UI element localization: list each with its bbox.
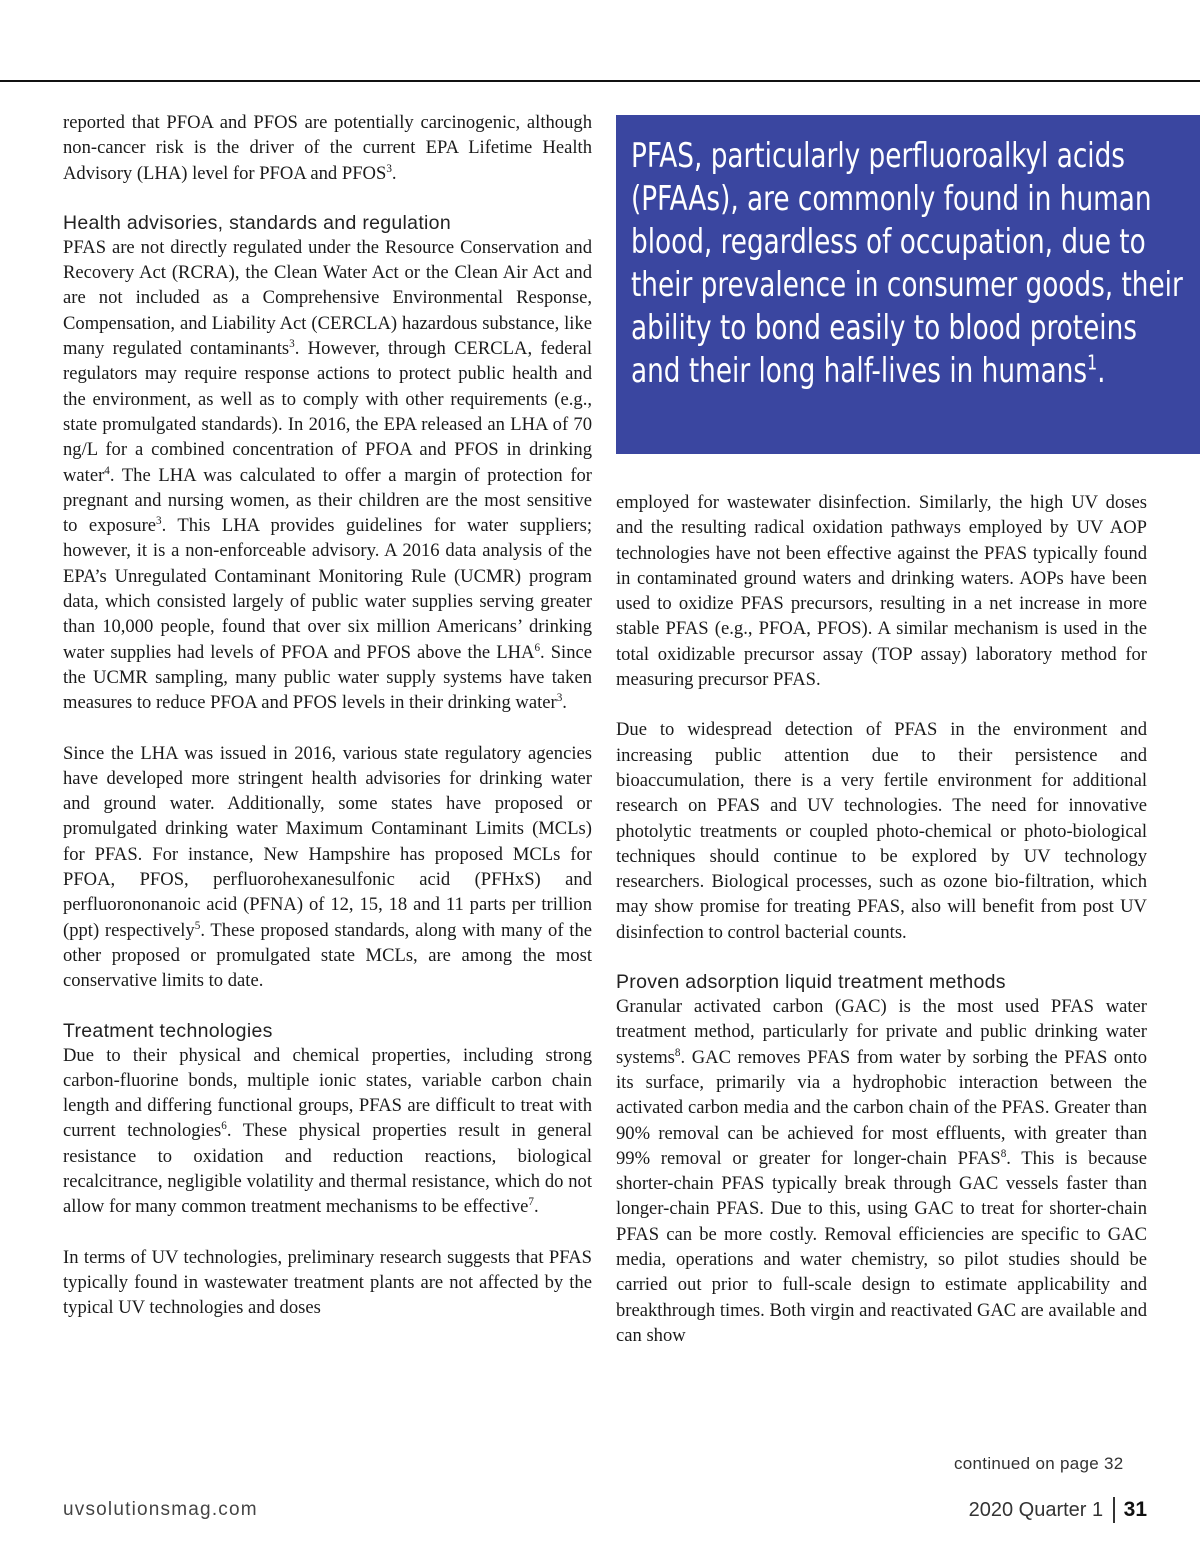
footer-divider: [1113, 1497, 1115, 1523]
footnote-ref: 8: [1000, 1147, 1007, 1160]
issue-label: 2020 Quarter 1: [968, 1498, 1104, 1521]
heading-health-advisories: Health advisories, standards and regulation: [63, 211, 451, 234]
paragraph: In terms of UV technologies, preliminary research suggests that PFAS typically found in wastewater treatment plants are not affected by the typical UV technologies and doses: [63, 1246, 592, 1319]
pull-quote-text: PFAS, particularly perfluoroalkyl acids (PFAAs), are commonly found in human blood, regardless of occupation, due to their prevalence in consumer goods, their ability to bond easily to blood proteins and their long half-lives in humans$^1$.: [631, 136, 1183, 391]
footnote-ref: 6: [534, 641, 541, 654]
top-rule: [0, 80, 1200, 82]
footnote-ref: 1: [1087, 350, 1098, 375]
heading-treatment-technologies: Treatment technologies: [63, 1019, 273, 1042]
footer-issue: [969, 1497, 1147, 1523]
paragraph: Due to their physical and chemical properties, including strong carbon-fluorine bonds, multiple ionic states, variable carbon chain length and differing functional groups, PFAS are difficult to treat with current technologies$^6$. These physical properties result in general resistance to oxidation and reduction reactions, biological recalcitrance, negligible volatility and thermal resistance, which do not allow for many common treatment mechanisms to be effective$^7$.: [63, 1044, 592, 1218]
footnote-ref: 5: [194, 919, 201, 932]
paragraph: reported that PFOA and PFOS are potentially carcinogenic, although non-cancer risk is the driver of the current EPA Lifetime Health Advisory (LHA) level for PFOA and PFOS$^3$.: [63, 112, 592, 184]
paragraph: Due to widespread detection of PFAS in the environment and increasing public attention due to their persistence and bioaccumulation, there is a very fertile environment for additional research on PFAS and UV technologies. The need for innovative photolytic treatments or coupled photo-chemical or photo-biological techniques should continue to be explored by UV technology researchers. Biological processes, such as ozone bio-filtration, which may show promise for treating PFAS, also will benefit from post UV disinfection to control bacterial counts.: [616, 719, 1147, 943]
footnote-ref: 7: [528, 1196, 534, 1209]
footnote-ref: 3: [386, 162, 392, 175]
footnote-ref: 4: [104, 464, 110, 477]
footer-website: uvsolutionsmag.com: [63, 1499, 258, 1520]
paragraph: employed for wastewater disinfection. Similarly, the high UV doses and the resulting radical oxidation pathways employed by UV AOP technologies have not been effective against the PFAS typically found in contaminated ground waters and drinking waters. AOPs have been used to oxidize PFAS precursors, resulting in a net increase in more stable PFAS (e.g., PFOA, PFOS). A similar mechanism is used in the total oxidizable precursor assay (TOP assay) laboratory method for measuring precursor PFAS.: [616, 492, 1147, 691]
paragraph: PFAS are not directly regulated under the Resource Conservation and Recovery Act (RCRA), the Clean Water Act or the Clean Air Act and are not included as a Comprehensive Environmental Response, Compensation, and Liability Act (CERCLA) hazardous substance, like many regulated contaminants$^3$. However, through CERCLA, federal regulators may require response actions to protect public health and the environment, as well as to comply with other requirements (e.g., state promulgated standards). In 2016, the EPA released an LHA of 70 ng/L for a combined concentration of PFOA and PFOS in drinking water$^4$. The LHA was calculated to offer a margin of protection for pregnant and nursing women, as their children are the most sensitive to exposure$^3$. This LHA provides guidelines for water suppliers; however, it is a non-enforceable advisory. A 2016 data analysis of the EPA’s Unregulated Contaminant Monitoring Rule (UCMR) program data, which consisted largely of public water supplies serving greater than 10,000 people, found that over six million Americans’ drinking water supplies had levels of PFOA and PFOS above the LHA$^6$. Since the UCMR sampling, many public water supply systems have taken measures to reduce PFOA and PFOS levels in their drinking water$^3$.: [63, 236, 593, 714]
page-number: 31: [1123, 1498, 1147, 1521]
footnote-ref: 3: [289, 337, 295, 350]
paragraph: Since the LHA was issued in 2016, various state regulatory agencies have developed more stringent health advisories for drinking water and ground water. Additionally, some states have proposed or promulgated drinking water Maximum Contaminant Limits (MCLs) for PFAS. For instance, New Hampshire has proposed MCLs for PFOA, PFOS, perfluorohexanesulfonic acid (PFHxS) and perfluorononanoic acid (PFNA) of 12, 15, 18 and 11 parts per trillion (ppt) respectively$^5$. These proposed standards, along with many of the other proposed or promulgated state MCLs, are among the most conservative limits to date.: [63, 742, 592, 992]
left-column: [63, 110, 592, 1345]
paragraph: Granular activated carbon (GAC) is the most used PFAS water treatment method, particularly for private and public drinking water systems$^8$. GAC removes PFAS from water by sorbing the PFAS onto its surface, primarily via a hydrophobic interaction between the activated carbon media and the carbon chain of the PFAS. Greater than 90% removal can be achieved for most effluents, with greater than 99% removal or greater for longer-chain PFAS$^8$. This is because shorter-chain PFAS typically break through GAC vessels faster than longer-chain PFAS. Due to this, using GAC to treat for shorter-chain PFAS can be more costly. Removal efficiencies are specific to GAC media, operations and water chemistry, so pilot studies should be carried out prior to full-scale design to estimate applicability and breakthrough times. Both virgin and reactivated GAC are available and can show: [616, 996, 1147, 1346]
pull-quote: [616, 115, 1200, 454]
footnote-ref: 6: [221, 1120, 227, 1133]
right-column: [616, 490, 1147, 1373]
footnote-ref: 3: [156, 514, 162, 527]
footnote-ref: 3: [556, 692, 563, 705]
continued-note: continued on page 32: [954, 1454, 1124, 1473]
heading-adsorption-methods: Proven adsorption liquid treatment methods: [616, 971, 1006, 994]
footnote-ref: 8: [674, 1046, 681, 1059]
